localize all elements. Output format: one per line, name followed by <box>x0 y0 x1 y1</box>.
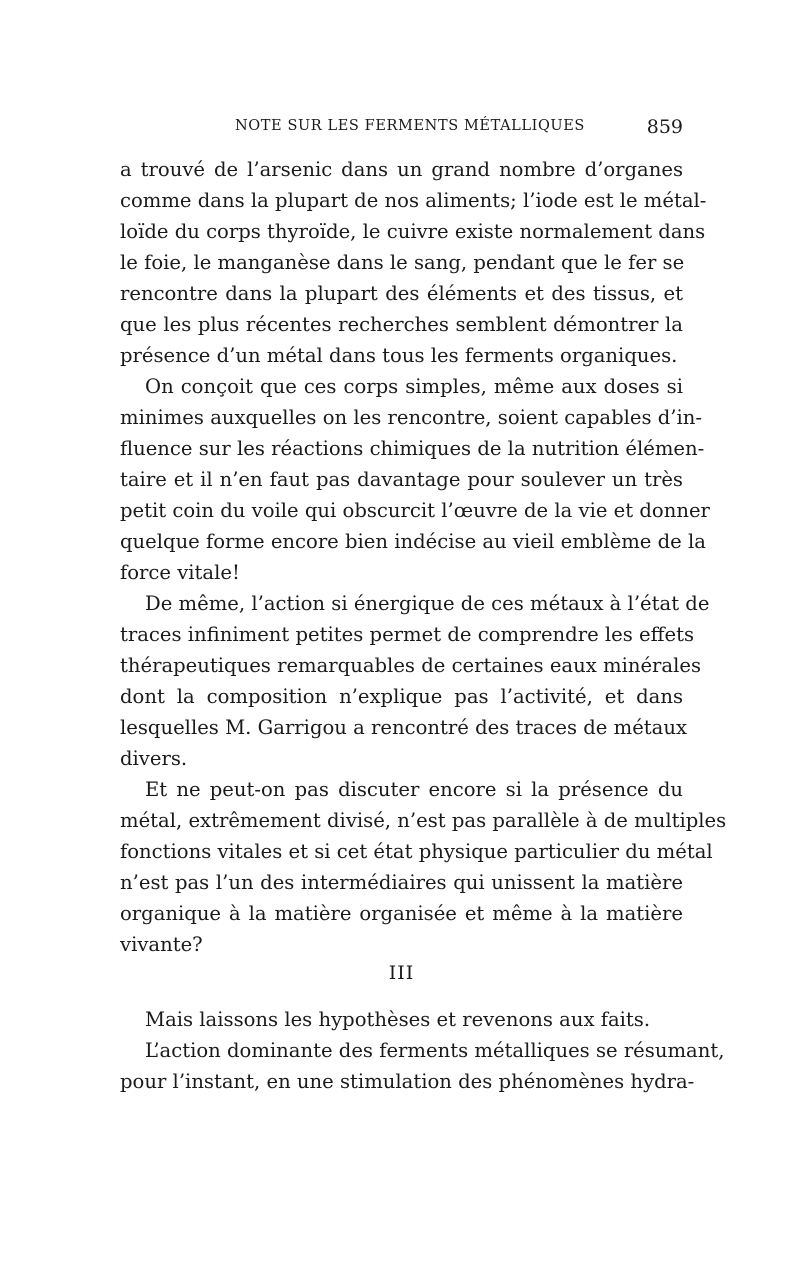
text-line: fluence sur les réactions chimiques de la nutrition élémen- <box>120 437 705 460</box>
page-number: 859 <box>646 116 683 138</box>
running-header <box>120 116 683 142</box>
text-line: quelque forme encore bien indécise au vieil emblème de la <box>120 530 706 553</box>
text-line: vivante? <box>120 933 203 956</box>
text-line: petit coin du voile qui obscurcit l’œuvre de la vie et donner <box>120 499 710 522</box>
text-line: a trouvé de l’arsenic dans un grand nombre d’organes <box>120 158 683 181</box>
text-line: divers. <box>120 747 188 770</box>
text-line: n’est pas l’un des intermédiaires qui unissent la matière <box>120 871 683 894</box>
text-line: loïde du corps thyroïde, le cuivre existe normalement dans <box>120 220 706 243</box>
text-line: fonctions vitales et si cet état physique particulier du métal <box>120 840 713 863</box>
text-line: pour l’instant, en une stimulation des phénomènes hydra- <box>120 1070 695 1093</box>
text-line: force vitale! <box>120 561 240 584</box>
text-line: De même, l’action si énergique de ces métaux à l’état de <box>145 592 710 615</box>
text-line: comme dans la plupart de nos aliments; l’iode est le métal- <box>120 189 707 212</box>
text-line: que les plus récentes recherches semblent démontrer la <box>120 313 683 336</box>
text-line: le foie, le manganèse dans le sang, pendant que le fer se <box>120 251 685 274</box>
text-line: taire et il n’en faut pas davantage pour soulever un très <box>120 468 683 491</box>
text-line: présence d’un métal dans tous les ferments organiques. <box>120 344 678 367</box>
section-heading: III <box>388 962 415 984</box>
text-line: traces infiniment petites permet de comprendre les effets <box>120 623 695 646</box>
text-line: métal, extrêmement divisé, n’est pas parallèle à de multiples <box>120 809 727 832</box>
text-line: Et ne peut-on pas discuter encore si la présence du <box>145 778 683 801</box>
text-line: organique à la matière organisée et même à la matière <box>120 902 683 925</box>
text-line: On conçoit que ces corps simples, même aux doses si <box>145 375 683 398</box>
text-line: dont la composition n’explique pas l’activité, et dans <box>120 685 683 708</box>
text-line: L’action dominante des ferments métalliques se résumant, <box>145 1039 725 1062</box>
text-line: rencontre dans la plupart des éléments et des tissus, et <box>120 282 683 305</box>
text-line: minimes auxquelles on les rencontre, soient capables d’in- <box>120 406 703 429</box>
text-line: Mais laissons les hypothèses et revenons aux faits. <box>145 1008 651 1031</box>
text-line: thérapeutiques remarquables de certaines eaux minérales <box>120 654 702 677</box>
text-line: lesquelles M. Garrigou a rencontré des traces de métaux <box>120 716 688 739</box>
running-title: NOTE SUR LES FERMENTS MÉTALLIQUES <box>235 118 585 134</box>
